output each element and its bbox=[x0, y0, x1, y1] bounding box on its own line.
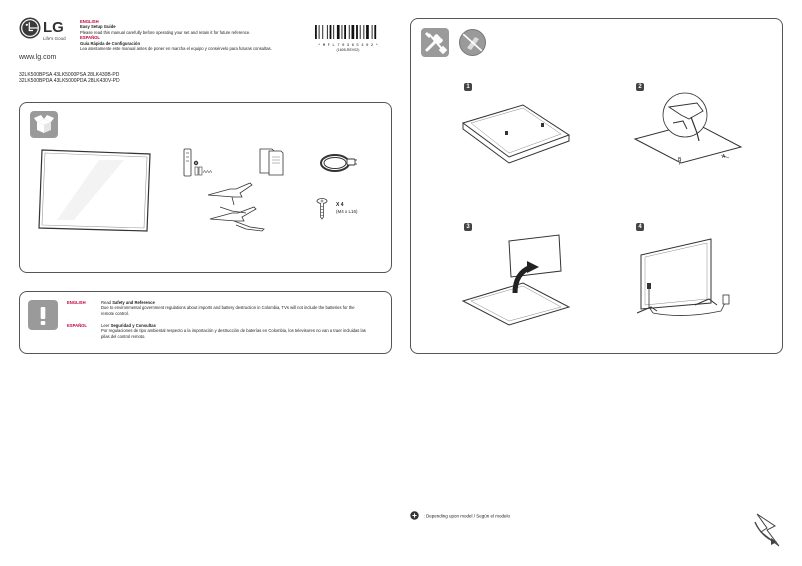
lg-logo-icon bbox=[19, 17, 41, 39]
battery-label: AAA bbox=[203, 169, 213, 174]
header-spanish-title: Guía Rápida de Configuración bbox=[80, 40, 141, 46]
barcode-text: * M F L 7 0 3 6 5 4 0 2 * bbox=[317, 44, 378, 48]
lg-logo bbox=[19, 17, 79, 47]
header-spanish-note: Lea atentamente este manual antes de poner en marcha el equipo y consérvelo para futuras consultas. bbox=[80, 46, 272, 52]
barcode-bar bbox=[349, 25, 350, 39]
step-4-illustration bbox=[633, 235, 743, 325]
footer-note bbox=[410, 507, 510, 525]
logo-text: LG bbox=[43, 19, 64, 36]
warning-icon bbox=[28, 300, 58, 330]
barcode bbox=[315, 25, 381, 53]
safety-spanish-read-bold: Seguridad y Consultas bbox=[110, 323, 156, 328]
assembly-panel bbox=[410, 18, 783, 354]
footer-note-text: : Depending upon model / Según el modelo bbox=[423, 513, 511, 519]
header-text-block bbox=[80, 19, 310, 51]
barcode-bar bbox=[352, 25, 355, 39]
safety-english-read-bold: Safety and Reference bbox=[112, 300, 155, 305]
logo-tagline: Life's Good bbox=[43, 36, 66, 41]
step-2-illustration bbox=[633, 85, 743, 165]
screw-spec: (M4 x L16) bbox=[336, 209, 358, 214]
step-2-label-a: A bbox=[722, 154, 726, 160]
barcode-bar bbox=[363, 25, 364, 39]
barcode-bar bbox=[337, 25, 340, 39]
safety-spanish-read-prefix: Leer bbox=[101, 323, 110, 328]
power-cable-illustration bbox=[318, 150, 358, 176]
tools-icon bbox=[421, 28, 449, 57]
header-spanish-lang: ESPAÑOL bbox=[80, 35, 100, 41]
step-1-illustration bbox=[461, 101, 571, 161]
stand-illustration bbox=[206, 183, 272, 235]
screw-illustration bbox=[316, 198, 328, 220]
step-2-number: 2 bbox=[636, 83, 644, 91]
no-tool-icon bbox=[458, 28, 487, 57]
screw-count: X 4 bbox=[336, 202, 344, 208]
model-list bbox=[19, 72, 279, 84]
step-2-label-b: B bbox=[678, 157, 682, 163]
header-english-title: Easy Setup Guide bbox=[80, 24, 116, 30]
safety-panel bbox=[19, 291, 392, 354]
model-line-1: 32LK500BPSA 43LK5000PSA 28LK430B-PD bbox=[19, 72, 120, 78]
step-3-illustration bbox=[461, 233, 571, 329]
step-3-number: 3 bbox=[464, 223, 472, 231]
website-link[interactable]: www.lg.com bbox=[19, 54, 57, 61]
safety-spanish-body: Por regulaciones de tipo ambiental respecto a la importación y destrucción de baterías en Colombia, los televisores no van a traer incluidas las pilas del control remoto. bbox=[101, 328, 366, 339]
barcode-bar bbox=[374, 25, 376, 39]
plus-icon bbox=[410, 511, 419, 520]
barcode-bar bbox=[322, 25, 323, 39]
barcode-graphic bbox=[315, 25, 381, 39]
page-turn-icon bbox=[753, 512, 783, 548]
barcode-bar bbox=[315, 25, 317, 39]
step-1-number: 1 bbox=[464, 83, 472, 91]
barcode-bar bbox=[366, 25, 369, 39]
barcode-bar bbox=[330, 25, 332, 39]
safety-english-read-prefix: Read bbox=[101, 300, 112, 305]
safety-english-block bbox=[101, 300, 366, 316]
manuals-illustration bbox=[258, 147, 288, 177]
safety-english-lang: ENGLISH bbox=[67, 300, 86, 305]
barcode-bar bbox=[327, 25, 328, 39]
barcode-bar bbox=[372, 25, 373, 39]
safety-spanish-lang: ESPAÑOL bbox=[67, 323, 87, 328]
remote-control-illustration bbox=[183, 149, 223, 179]
tv-front-illustration bbox=[39, 148, 151, 232]
accessories-panel bbox=[19, 102, 392, 273]
header-english-lang: ENGLISH bbox=[80, 19, 99, 24]
header-english-note: Please read this manual carefully before operating your set and retain it for future reference. bbox=[80, 29, 251, 35]
safety-spanish-block bbox=[101, 323, 366, 339]
barcode-bar bbox=[319, 25, 320, 39]
safety-english-body: Due to environmental government regulations about imports and battery destruction in Colombia, TVs will not include the batteries for the remote control. bbox=[101, 305, 355, 316]
barcode-bar bbox=[344, 25, 346, 39]
barcode-bar bbox=[333, 25, 334, 39]
barcode-sub: (1605-REV02) bbox=[336, 48, 360, 52]
barcode-bar bbox=[356, 25, 358, 39]
barcode-bar bbox=[360, 25, 361, 39]
step-4-number: 4 bbox=[636, 223, 644, 231]
barcode-bar bbox=[342, 25, 343, 39]
box-icon bbox=[30, 111, 58, 138]
model-line-2: 32LK500BPDA 43LK5000PDA 28LK430V-PD bbox=[19, 78, 120, 85]
